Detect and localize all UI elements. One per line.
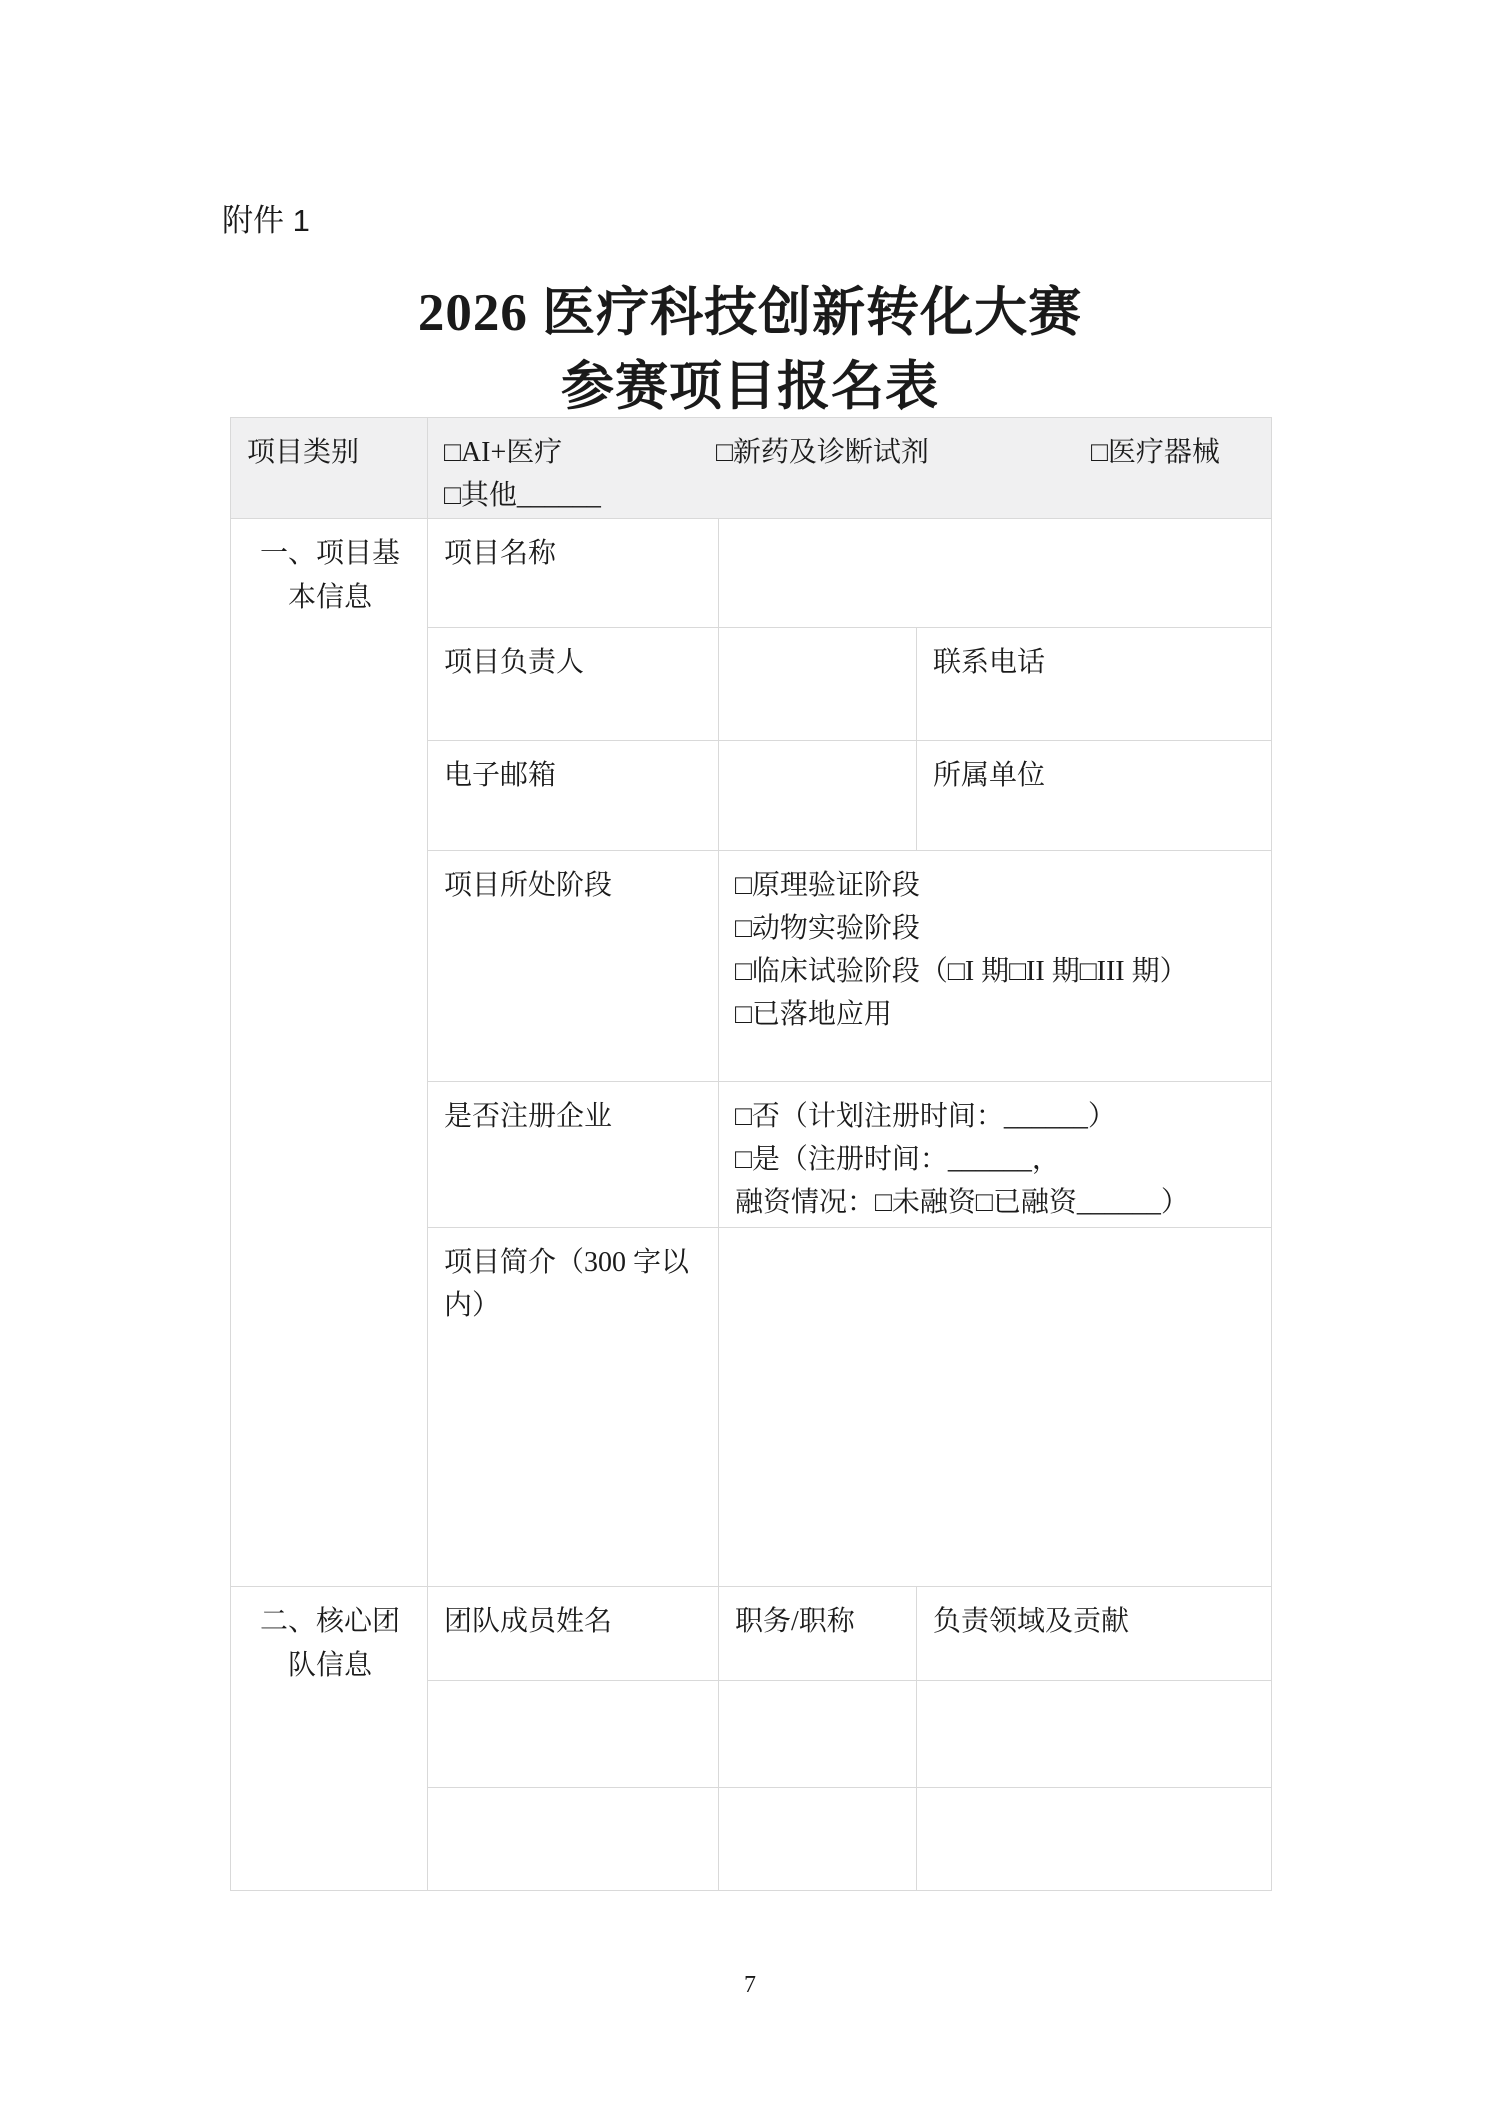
section2-side-label-cell: [231, 1587, 428, 1891]
project-summary-label-cell: 项目简介（300 字以内）: [428, 1228, 719, 1587]
team-member-name-cell[interactable]: [428, 1788, 719, 1891]
team-contribution-cell[interactable]: [917, 1788, 1272, 1891]
checkbox-option-other[interactable]: □其他______: [444, 480, 601, 511]
category-label-cell: 项目类别: [231, 418, 428, 519]
checkbox-option-animal-experiment[interactable]: □动物实验阶段: [735, 913, 920, 944]
project-summary-value-cell[interactable]: [719, 1228, 1272, 1587]
project-leader-label-cell: 项目负责人: [428, 628, 719, 741]
checkbox-option-not-registered[interactable]: □否（计划注册时间：______）: [735, 1101, 1116, 1132]
document-title-line2: 参赛项目报名表: [561, 358, 939, 416]
section1-side-label: 一、项目基本信息: [259, 538, 400, 613]
checkbox-option-principle-verification[interactable]: □原理验证阶段: [735, 870, 920, 901]
section2-side-label: 二、核心团队信息: [259, 1606, 400, 1681]
email-label-cell: 电子邮箱: [428, 741, 719, 851]
checkbox-option-new-drug-diagnostics[interactable]: □新药及诊断试剂: [716, 437, 929, 468]
project-name-value-cell[interactable]: [719, 519, 1272, 628]
section1-side-label-cell: [231, 519, 428, 1587]
registration-form-table: [230, 417, 1272, 1891]
project-stage-options-cell: [719, 851, 1272, 1082]
email-value-cell[interactable]: [719, 741, 917, 851]
checkbox-option-medical-device[interactable]: □医疗器械: [1091, 437, 1220, 468]
organization-cell[interactable]: 所属单位: [917, 741, 1272, 851]
checkbox-option-applied[interactable]: □已落地应用: [735, 999, 892, 1030]
checkbox-option-ai-medical[interactable]: □AI+医疗: [444, 437, 563, 468]
checkbox-option-financing-status[interactable]: 融资情况：□未融资□已融资______）: [735, 1187, 1189, 1218]
project-name-label-cell: 项目名称: [428, 519, 719, 628]
team-member-name-header-cell: 团队成员姓名: [428, 1587, 719, 1681]
checkbox-option-clinical-trial[interactable]: □临床试验阶段（□I 期□II 期□III 期）: [735, 956, 1188, 987]
team-position-cell[interactable]: [719, 1681, 917, 1788]
contact-phone-cell[interactable]: 联系电话: [917, 628, 1272, 741]
page-number: 7: [744, 1972, 756, 1998]
registered-company-label-cell: 是否注册企业: [428, 1082, 719, 1228]
team-position-cell[interactable]: [719, 1788, 917, 1891]
team-contribution-header-cell: 负责领域及贡献: [917, 1587, 1272, 1681]
registered-company-options-cell: [719, 1082, 1272, 1228]
category-options-cell: [428, 418, 1272, 519]
team-member-name-cell[interactable]: [428, 1681, 719, 1788]
attachment-label: 附件 1: [222, 203, 310, 238]
team-position-header-cell: 职务/职称: [719, 1587, 917, 1681]
document-title-line1: 2026 医疗科技创新转化大赛: [417, 284, 1083, 342]
checkbox-option-registered[interactable]: □是（注册时间：______，: [735, 1144, 1060, 1175]
project-stage-label-cell: 项目所处阶段: [428, 851, 719, 1082]
project-leader-value-cell[interactable]: [719, 628, 917, 741]
team-contribution-cell[interactable]: [917, 1681, 1272, 1788]
category-options-row: [444, 431, 1257, 474]
